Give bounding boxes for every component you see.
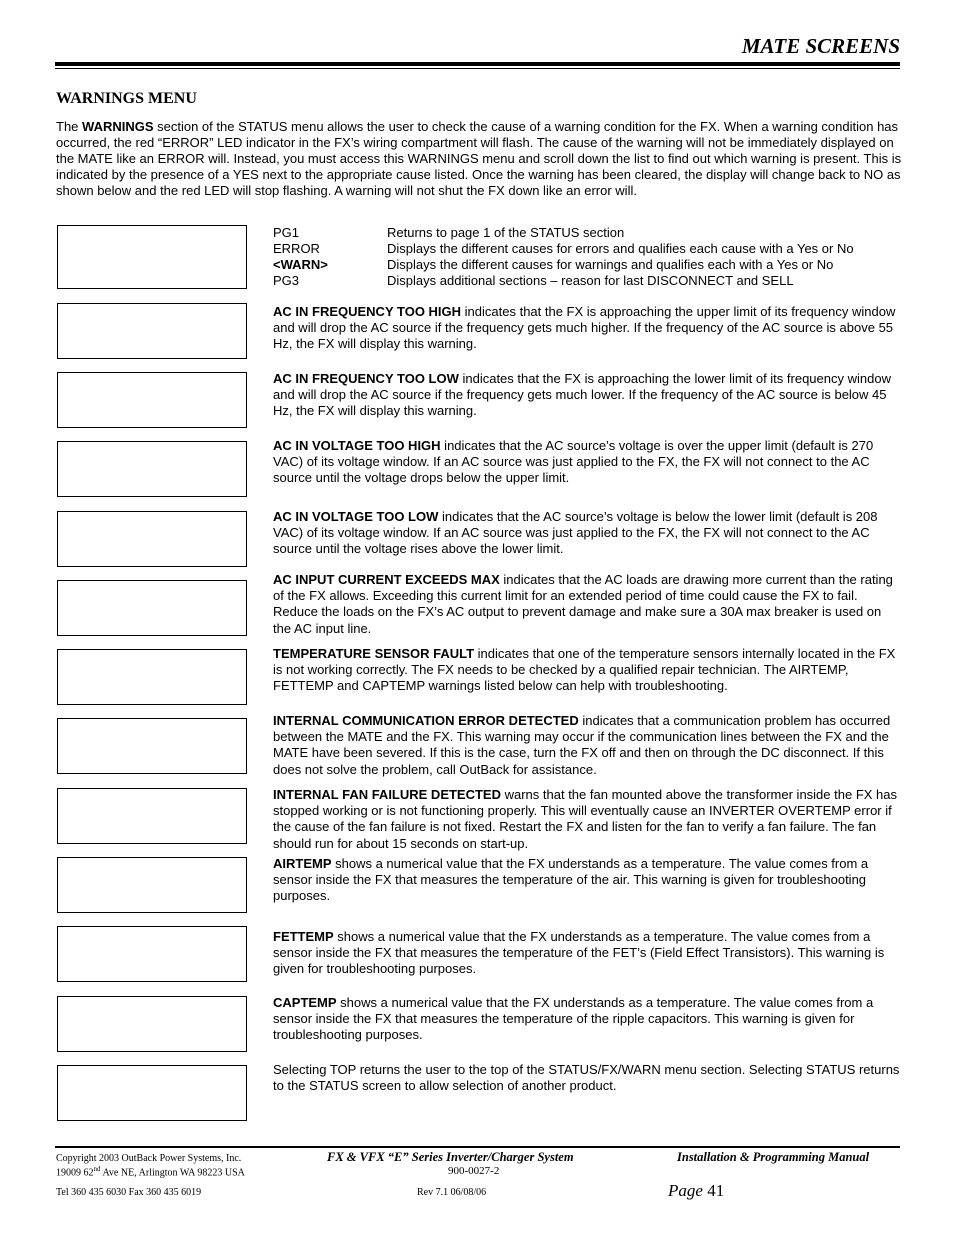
soft-key-table (273, 225, 854, 289)
header-rule-thin (55, 68, 900, 69)
soft-key-label: PG1 (273, 225, 300, 240)
intro-paragraph: The WARNINGS section of the STATUS menu allows the user to check the cause of a warning condition for the FX. When a warning condition has occurred, the red “ERROR” LED indicator in the FX’s wiring compartment will flash. The cause of the warning will not be immediately displayed on the MATE like an ERROR will. Instead, you must access this WARNINGS menu and scroll down the list to find out which warning is present. This is indicated by the presence of a YES next to the appropriate cause listed. Once the warning has been cleared, the display will change back to NO as shown below and the red LED will stop flashing. A warning will not shut the FX down like an error will. (56, 119, 902, 198)
soft-key-row (273, 273, 854, 289)
warning-description: AC IN FREQUENCY TOO LOW indicates that the FX is approaching the lower limit of its frequency window and will drop the AC source if the frequency gets much lower. If the frequency of the AC source is below 45 Hz, the FX will display this warning. (273, 371, 891, 419)
mate-screen-box (57, 580, 247, 636)
mate-screen-box (57, 649, 247, 705)
mate-screen-box (57, 788, 247, 844)
soft-key-description: Returns to page 1 of the STATUS section (387, 225, 625, 240)
intro-bold-term: WARNINGS (82, 119, 154, 134)
warning-title: AC IN VOLTAGE TOO LOW (273, 509, 439, 524)
warning-description: INTERNAL FAN FAILURE DETECTED warns that the fan mounted above the transformer inside the FX has stopped working or is not functioning properly. This will eventually cause an INVERTER OVERTEMP error if the cause of the fan failure is not fixed. Restart the FX and listen for the fan to verify a fan failure. The fan should run for about 15 seconds on start-up. (273, 787, 897, 851)
warning-description: AC IN VOLTAGE TOO LOW indicates that the AC source’s voltage is below the lower limit (default is 208 VAC) of its voltage window. If an AC source was just applied to the FX, the FX will not connect to the AC source until the voltage rises above the lower limit. (273, 509, 878, 557)
footer-product-title: FX & VFX “E” Series Inverter/Charger System (327, 1150, 574, 1164)
warning-description: AIRTEMP shows a numerical value that the FX understands as a temperature. The value comes from a sensor inside the FX that measures the temperature of the air. This warning is given for troubleshooting purposes. (273, 856, 869, 904)
soft-key-row (273, 241, 854, 257)
soft-key-row (273, 225, 854, 241)
soft-key-row (273, 257, 854, 273)
warning-title: AC IN FREQUENCY TOO HIGH (273, 304, 462, 319)
warning-description: CAPTEMP shows a numerical value that the FX understands as a temperature. The value comes from a sensor inside the FX that measures the temperature of the ripple capacitors. This warning is given for troubleshooting purposes. (273, 995, 874, 1043)
mate-screen-box (57, 225, 247, 289)
warning-title: AC IN VOLTAGE TOO HIGH (273, 438, 441, 453)
top-navigation-note: Selecting TOP returns the user to the top of the STATUS/FX/WARN menu section. Selecting STATUS returns to the STATUS screen to allow selection of another product. (273, 1062, 900, 1094)
warning-description: AC INPUT CURRENT EXCEEDS MAX indicates that the AC loads are drawing more current than the rating of the FX allows. Exceeding this current limit for an extended period of time could cause the FX to fail. Reduce the loads on the FX’s AC output to prevent damage and make sure a 30A max breaker is used on the AC input line. (273, 572, 893, 636)
warning-description: AC IN VOLTAGE TOO HIGH indicates that the AC source’s voltage is over the upper limit (default is 270 VAC) of its voltage window. If an AC source was just applied to the FX, the FX will not connect to the AC source until the voltage drops below the upper limit. (273, 438, 874, 486)
soft-key-description: Displays the different causes for warnings and qualifies each with a Yes or No (387, 257, 834, 272)
soft-key-label: ERROR (273, 241, 320, 256)
mate-screen-box (57, 718, 247, 774)
warning-description: AC IN FREQUENCY TOO HIGH indicates that the FX is approaching the upper limit of its frequency window and will drop the AC source if the frequency gets much higher. If the frequency of the AC source is above 55 Hz, the FX will display this warning. (273, 304, 896, 352)
mate-screen-box (57, 857, 247, 913)
warning-title: CAPTEMP (273, 995, 337, 1010)
mate-screen-box (57, 996, 247, 1052)
footer-address: 19009 62nd Ave NE, Arlington WA 98223 USA (56, 1165, 245, 1179)
warning-description: INTERNAL COMMUNICATION ERROR DETECTED indicates that a communication problem has occurred between the MATE and the FX. This warning may occur if the communication lines between the FX and the MATE have been severed. If this is the case, turn the FX off and then on through the DC disconnect. If this does not solve the problem, call OutBack for assistance. (273, 713, 891, 777)
warning-description: TEMPERATURE SENSOR FAULT indicates that one of the temperature sensors internally located in the FX is not working correctly. The FX needs to be checked by a qualified repair technician. The AIRTEMP, FETTEMP and CAPTEMP warnings listed below can help with troubleshooting. (273, 646, 896, 694)
page-label: Page (668, 1181, 703, 1200)
warning-title: AC IN FREQUENCY TOO LOW (273, 371, 459, 386)
warning-title: AC INPUT CURRENT EXCEEDS MAX (273, 572, 500, 587)
warning-title: AIRTEMP (273, 856, 332, 871)
warning-description: FETTEMP shows a numerical value that the FX understands as a temperature. The value comes from a sensor inside the FX that measures the temperature of the FET’s (Field Effect Transistors). This warning is given for troubleshooting purposes. (273, 929, 885, 977)
mate-screen-box (57, 303, 247, 359)
section-title: WARNINGS MENU (56, 90, 197, 107)
page-number-value: 41 (707, 1181, 725, 1200)
warning-title: TEMPERATURE SENSOR FAULT (273, 646, 475, 661)
warning-title: INTERNAL COMMUNICATION ERROR DETECTED (273, 713, 579, 728)
soft-key-label: <WARN> (273, 257, 328, 272)
page-header-title: MATE SCREENS (741, 34, 900, 58)
warning-title: INTERNAL FAN FAILURE DETECTED (273, 787, 501, 802)
page-number (668, 1181, 724, 1201)
mate-screen-box (57, 511, 247, 567)
mate-screen-box (57, 441, 247, 497)
footer-revision: Rev 7.1 06/08/06 (417, 1187, 487, 1198)
mate-screen-box (57, 372, 247, 428)
soft-key-description: Displays the different causes for errors and qualifies each cause with a Yes or No (387, 241, 854, 256)
mate-screen-box (57, 926, 247, 982)
header-rule-thick (55, 62, 900, 66)
soft-key-description: Displays additional sections – reason for last DISCONNECT and SELL (387, 273, 794, 288)
warning-title: FETTEMP (273, 929, 334, 944)
mate-screen-box (57, 1065, 247, 1121)
footer-rule (55, 1146, 900, 1148)
footer-copyright: Copyright 2003 OutBack Power Systems, Inc. (56, 1153, 242, 1164)
footer-phone: Tel 360 435 6030 Fax 360 435 6019 (56, 1187, 202, 1198)
soft-key-label: PG3 (273, 273, 300, 288)
footer-manual-title: Installation & Programming Manual (677, 1150, 870, 1164)
footer-doc-number: 900-0027-2 (448, 1165, 500, 1177)
